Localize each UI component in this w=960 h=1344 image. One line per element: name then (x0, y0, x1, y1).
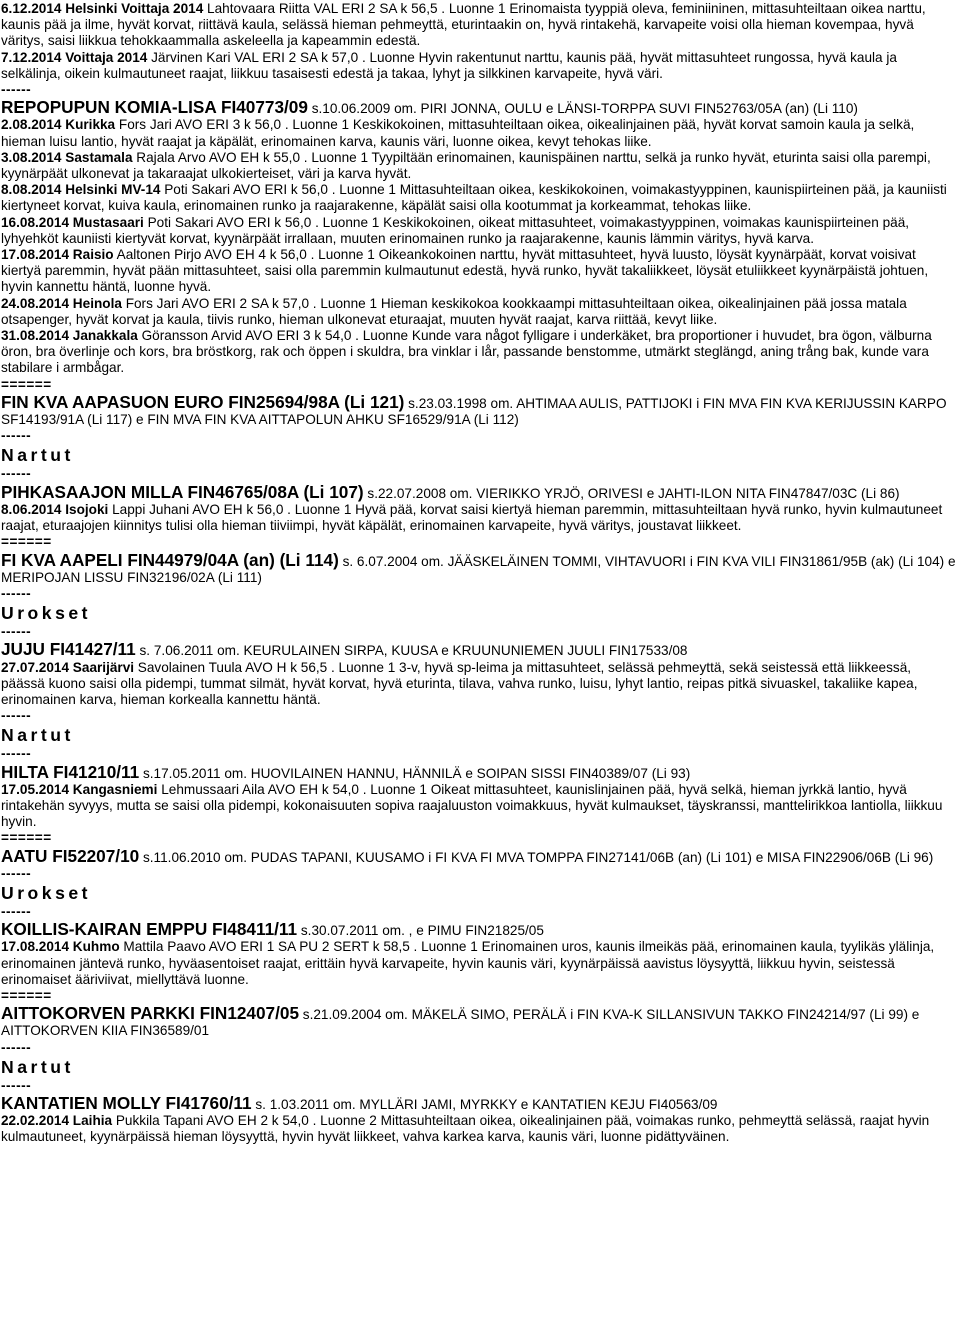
dog-heading (1, 847, 956, 866)
separator-line: ====== (1, 534, 52, 550)
show-result-entry (1, 296, 956, 328)
dog-name: KANTATIEN MOLLY FI41760/11 (1, 1092, 252, 1113)
show-result-entry (1, 328, 956, 377)
show-result-entry (1, 939, 956, 988)
separator-line: ------ (1, 1039, 32, 1055)
dog-pedigree: s.11.06.2010 om. PUDAS TAPANI, KUUSAMO i FI KVA FI MVA TOMPPA FIN27141/06B (an) (Li 101) e MISA FIN22906/06B (Li 96) (139, 849, 934, 865)
show-date-place: 27.07.2014 Saarijärvi (1, 659, 135, 675)
show-date-place: 17.08.2014 Raisio (1, 247, 114, 263)
judge-critique: Fors Jari AVO ERI 3 k 56,0 . Luonne 1 Keskikokoinen, mittasuhteiltaan oikea, oikealinjainen pää, hyvät korvat samoin kaula ja selkä, hieman luisu lantio, hyvät raajat ja käpälät, erinomainen karva, kaunis väri, luonne oikea, kevyt tehokas liike. (1, 117, 915, 149)
show-result-entry (1, 1113, 956, 1145)
dog-pedigree: s.17.05.2011 om. HUOVILAINEN HANNU, HÄNNILÄ e SOIPAN SISSI FIN40389/07 (Li 93) (139, 765, 691, 781)
show-date-place: 16.08.2014 Mustasaari (1, 214, 144, 230)
judge-critique: Göransson Arvid AVO ERI 3 k 54,0 . Luonne Kunde vara något fylligare i underkäket, bra proportioner i huvudet, bra ögon, välburna öron, bra överlinje och kors, bra bröstkorg, rak och öppen i skuldra, bra vinklar i lår, passande benstomme, utmärkt steglängd, aning trång bak, kunde vara stabilare i armbågar. (1, 328, 932, 376)
show-date-place: 24.08.2014 Heinola (1, 295, 122, 311)
separator-line: ------ (1, 865, 32, 881)
judge-critique: Rajala Arvo AVO EH k 55,0 . Luonne 1 Tyypiltään erinomainen, kaunispäinen narttu, selkä ja runko hyvät, eturinta saisi olla parempi, kyynärpäät ulkonevat ja takaraajat ulkokierteiset, väri ja karva hyvät. (1, 149, 931, 182)
dog-heading (1, 763, 956, 782)
separator-line: ====== (1, 376, 52, 392)
dog-heading (1, 1094, 956, 1113)
show-date-place: 17.08.2014 Kuhmo (1, 939, 120, 955)
judge-critique: Pukkila Tapani AVO EH 2 k 54,0 . Luonne 2 Mittasuhteiltaan oikea, oikealinjainen pää, voimakas runko, pehmeyttä selässä, raajat hyvin kulmautuneet, kyynärpäissä hieman löysyyttä, hyvin hyvät liikkeet, vahva karkea karva, kaunis väri, luonne pidättyväinen. (1, 1113, 930, 1145)
dog-name: JUJU FI41427/11 (1, 639, 136, 660)
separator-line: ------ (1, 82, 32, 98)
judge-critique: Aaltonen Pirjo AVO EH 4 k 56,0 . Luonne 1 Oikeankokoinen narttu, hyvät mittasuhteet, hyvä luusto, löysät kyynärpäät, korvat voisivat kiertyä paremmin, hyvät pään mittasuhteet, saisi olla paremmin kulmautunut edestä, hyvä runko, hyvät takaliikkeet, löysät etuliikkeet kyynärpäistä johtuen, hyvin kannettu häntä, luonne hyvä. (1, 247, 929, 295)
dog-pedigree: s.30.07.2011 om. , e PIMU FIN21825/05 (297, 923, 544, 939)
sex-class-heading: Urokset (1, 603, 92, 624)
separator-line: ------ (1, 746, 32, 762)
show-date-place: 8.06.2014 Isojoki (1, 501, 109, 517)
judge-critique: Savolainen Tuula AVO H k 56,5 . Luonne 1 3-v, hyvä sp-leima ja mittasuhteet, selässä pehmeyttä, sekä seistessä että liikkeessä, päässä kuono saisi olla pidempi, tummat silmät, hyvät korvat, hyvä eturinta, tilava, vahva runko, luisu, lyhyt lantio, reipas pitkä sivuaskel, takaliike kapea, erinomainen karva, hieman korkealla kannettu häntä. (1, 659, 918, 707)
show-date-place: 31.08.2014 Janakkala (1, 328, 138, 344)
show-result-entry (1, 660, 956, 709)
dog-heading (1, 1004, 956, 1039)
judge-critique: Fors Jari AVO ERI 2 SA k 57,0 . Luonne 1 Hieman keskikokoa kookkaampi mittasuhteiltaan oikea, oikealinjainen pää jossa matala otsapenger, hyvät korvat ja kaula, tiivis runko, hieman ulkonevat eturaajat, muuten hyvät raajat, karva riittää, kevyt liike. (1, 295, 907, 327)
show-date-place: 7.12.2014 Voittaja 2014 (1, 49, 148, 65)
show-date-place: 17.05.2014 Kangasniemi (1, 781, 158, 797)
dog-name: HILTA FI41210/11 (1, 761, 140, 782)
show-result-entry (1, 50, 956, 82)
sex-class-heading: Nartut (1, 1056, 74, 1077)
separator-line: ------ (1, 466, 32, 482)
judge-critique: Poti Sakari AVO ERI k 56,0 . Luonne 1 Mittasuhteiltaan oikea, keskikokoinen, voimakastyyppinen, kaunispiirteinen pää, ja kauniisti kiertyneet korvat, kuiva kaula, erinomainen runko ja raajarakenne, käpälät saisi olla kootummat ja korkeammat, tehokas liike. (1, 182, 947, 214)
show-result-entry (1, 502, 956, 534)
dog-name: AITTOKORVEN PARKKI FIN12407/05 (1, 1003, 300, 1024)
judge-critique: Lahtovaara Riitta VAL ERI 2 SA k 56,5 . Luonne 1 Erinomaista tyyppiä oleva, feminiininen, mittasuhteiltaan oikea narttu, kaunis pää ja ilme, hyvät korvat, riittävä kaula, selässä hieman pehmeyttä, eturintaakin on, hyvä rintakehä, karvapeite voisi olla hieman kovempaa, hyvä väritys, saisi liikkua tehokkaammalla askeleella ja kapeammin edestä. (1, 1, 926, 49)
separator-line: ------ (1, 624, 32, 640)
judge-critique: Järvinen Kari VAL ERI 2 SA k 57,0 . Luonne Hyvin rakentunut narttu, kaunis pää, hyvät mittasuhteet rungossa, hyvä kaula ja selkälinja, oikein kulmautuneet raajat, liikkuu tasaisesti edestä ja takaa, lyhyt ja silkkinen karvapeite, hyvä väri. (1, 49, 897, 81)
separator-line: ====== (1, 830, 52, 846)
dog-heading (1, 393, 956, 428)
show-result-entry (1, 215, 956, 247)
dog-name: PIHKASAAJON MILLA FIN46765/08A (Li 107) (1, 481, 364, 502)
separator-line: ------ (1, 1077, 32, 1093)
show-result-entry (1, 182, 956, 214)
show-date-place: 2.08.2014 Kurikka (1, 117, 116, 133)
dog-pedigree: s.22.07.2008 om. VIERIKKO YRJÖ, ORIVESI e JAHTI-ILON NITA FIN47847/03C (Li 86) (363, 485, 900, 501)
show-date-place: 6.12.2014 Helsinki Voittaja 2014 (1, 1, 204, 16)
dog-pedigree: s. 7.06.2011 om. KEURULAINEN SIRPA, KUUSA e KRUUNUNIEMEN JUULI FIN17533/08 (135, 643, 688, 659)
judge-critique: Mattila Paavo AVO ERI 1 SA PU 2 SERT k 58,5 . Luonne 1 Erinomainen uros, kaunis ilmeikäs pää, erinomainen kaula, tyylikäs ylälinja, erinomainen jäntevä runko, hyväasentoiset raajat, erittäin hyvä karvapeite, hyvin kaunis väri, kyynärpäissä aavistus löysyyttä, liikkuu hyvin, seistessä erinomaiset ääriviivat, miellyttävä luonne. (1, 939, 935, 987)
show-date-place: 8.08.2014 Helsinki MV-14 (1, 182, 161, 198)
dog-pedigree: s.10.06.2009 om. PIRI JONNA, OULU e LÄNSI-TORPPA SUVI FIN52763/05A (an) (Li 110) (307, 101, 858, 117)
show-result-entry (1, 782, 956, 831)
separator-line: ------ (1, 428, 32, 444)
dog-pedigree: s.23.03.1998 om. AHTIMAA AULIS, PATTIJOKI i FIN MVA FIN KVA KERIJUSSIN KARPO SF14193/91A (Li 117) e FIN MVA FIN KVA AITTAPOLUN AHKU SF16529/91A (Li 112) (1, 395, 947, 428)
dog-heading (1, 98, 956, 117)
sex-class-heading: Nartut (1, 445, 74, 466)
dog-name: AATU FI52207/10 (1, 845, 140, 866)
show-result-entry (1, 117, 956, 149)
dog-heading (1, 920, 956, 939)
dog-pedigree: s.21.09.2004 om. MÄKELÄ SIMO, PERÄLÄ i FIN KVA-K SILLANSIVUN TAKKO FIN24214/97 (Li 99) e AITTOKORVEN KIIA FIN36589/01 (1, 1007, 920, 1039)
dog-name: FIN KVA AAPASUON EURO FIN25694/98A (Li 121) (1, 391, 405, 412)
separator-line: ------ (1, 903, 32, 919)
dog-heading (1, 640, 956, 659)
judge-critique: Lappi Juhani AVO EH k 56,0 . Luonne 1 Hyvä pää, korvat saisi kiertyä hieman paremmin, mittasuhteiltaan hyvä runko, hyvin kulmautuneet raajat, eturaajojen kiinnitys tulisi olla hieman tiiviimpi, hyvät käpälät, erinomainen karvapeite, hyvä väritys, joustavat liikkeet. (1, 501, 943, 534)
dog-heading (1, 551, 956, 586)
dog-pedigree: s. 1.03.2011 om. MYLLÄRI JAMI, MYRKKY e KANTATIEN KEJU FI40563/09 (251, 1096, 718, 1112)
dog-heading (1, 483, 956, 502)
sex-class-heading: Nartut (1, 725, 74, 746)
dog-pedigree: s. 6.07.2004 om. JÄÄSKELÄINEN TOMMI, VIHTAVUORI i FIN KVA VILI FIN31861/95B (ak) (Li 104) e MERIPOJAN LISSU FIN32196/02A (Li 111) (1, 553, 956, 585)
show-result-entry (1, 150, 956, 182)
judge-critique: Poti Sakari AVO ERI k 56,0 . Luonne 1 Keskikokoinen, oikeat mittasuhteet, voimakastyyppinen, voimakas kaunispiirteinen pää, lyhyehköt kauniisti kiertyvät korvat, kyynärpäät irrallaan, muuten erinomainen runko ja raajarakenne, kaunis lämmin väritys, hyvä karva. (1, 214, 910, 246)
show-date-place: 3.08.2014 Sastamala (1, 149, 133, 165)
judge-critique: Lehmussaari Aila AVO EH k 54,0 . Luonne 1 Oikeat mittasuhteet, kaunislinjainen pää, hyvä selkä, hieman jyrkkä lantio, hyvä rintakehän syvyys, mutta se saisi olla pidempi, kokonaisuuten sopiva raajaluuston voimakkuus, hyvät kulmaukset, täyskranssi, manttelirikkoa lantiolla, liikkuu hyvin. (1, 781, 943, 830)
show-result-entry (1, 247, 956, 296)
dog-name: KOILLIS-KAIRAN EMPPU FI48411/11 (1, 919, 298, 940)
show-result-entry (1, 1, 956, 50)
dog-name: FI KVA AAPELI FIN44979/04A (an) (Li 114) (1, 549, 339, 570)
dog-name: REPOPUPUN KOMIA-LISA FI40773/09 (1, 97, 308, 118)
separator-line: ====== (1, 987, 52, 1003)
separator-line: ------ (1, 708, 32, 724)
show-date-place: 22.02.2014 Laihia (1, 1113, 113, 1129)
sex-class-heading: Urokset (1, 882, 92, 903)
separator-line: ------ (1, 585, 32, 601)
